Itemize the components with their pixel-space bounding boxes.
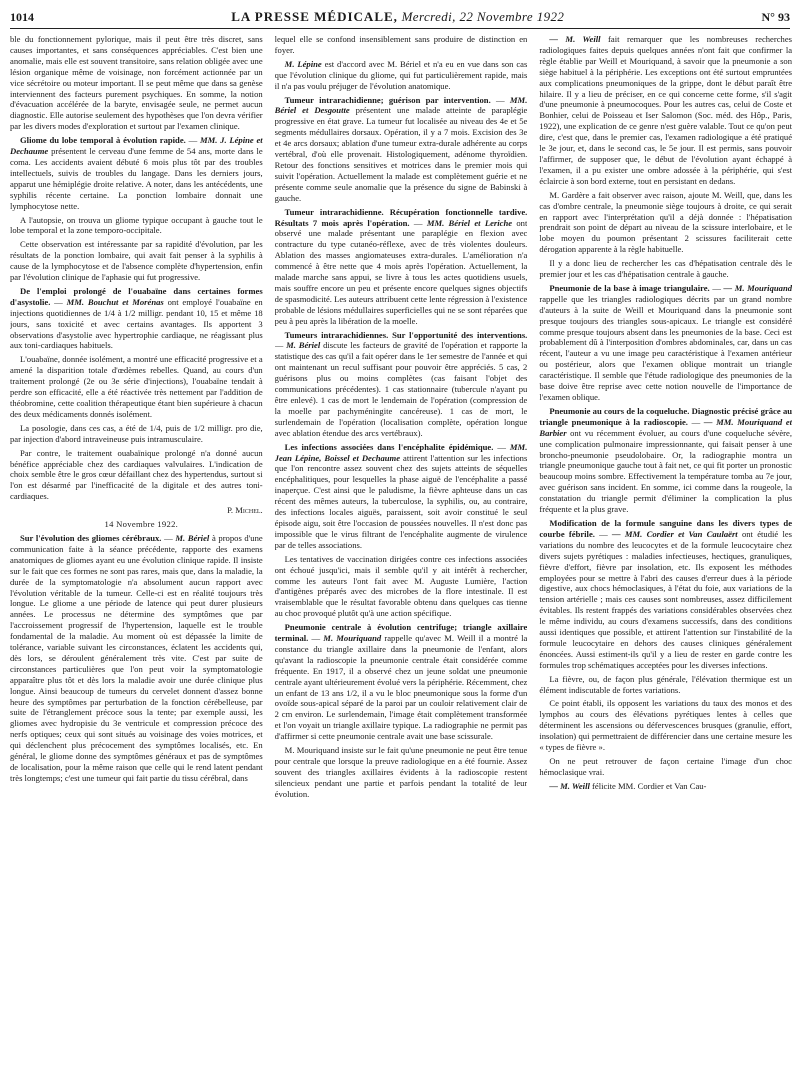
- paragraph: [539, 674, 792, 696]
- paragraph: [275, 745, 528, 800]
- issue-date: Mercredi, 22 Novembre 1922: [401, 9, 565, 24]
- page-number: 1014: [10, 9, 34, 24]
- paragraph-text: félicite MM. Cordier et Van Cau-: [592, 780, 707, 791]
- section-paragraph: Pneumonie centrale à évolution centrifuge; triangle axillaire terminal. — M. Mouriquand rappelle qu'avec M. Weill il a montré la constance du triangle axillaire dans la pneumonie de l'enfant, alors qu'avant la radioscopie la pneumonie centrale était considérée comme fréquente. En 1917, il a observé chez un jeune soldat une pneumonie centrale ayant ultérieurement évolué vers la périphérie. Récemment, chez un enfant de 13 ans 1/2, il a vu le bloc pneumonique sous la forme d'un ovoïde sous-apical séparé de la paroi par un couloir relativement clair de 2 cm environ. Le surlendemain, l'image était complètement transformée et l'on voyait un triangle axillaire typique. La radiographie ne permit pas d'affirmer si cette pneumonie centrale avait une base scissurale.: [274, 622, 528, 742]
- section-paragraph: De l'emploi prolongé de l'ouabaïne dans certaines formes d'asystolie. — MM. Bouchut et Morénas ont employé l'ouabaïne en injections quotidiennes de 1/4 à 1/2 milligr. pendant 10, 15 et même 18 jours, sans toxicité et avec certains avantages. Ils apportent 3 observations d'asystolie avec hypertrophie cardiaque, ne réagissant plus aux toni-cardiaques habituels.: [10, 285, 263, 351]
- paragraph-text: présentent une malade atteinte de paraplégie progressive en état grave. La tumeur fut localisée au niveau des 4e et 5e segments médullaires dorsaux. Opération, il y a 7 mois. Excision des 3e et 4e arcs dorsaux; ablation d'une tumeur extra-durale adhérente au corps vertébral, d'où elle provenait. Histologiquement, adénome thyroïdien. Retour des fonctions sensitives et motrices dans le premier mois qui suivit l'opération. Actuellement la malade est complètement guérie et ne présente comme seule anomalie que la présence du signe de Babinski à gauche.: [274, 105, 528, 203]
- section-heading: Pneumonie au cours de la coqueluche. Diagnostic précisé grâce au triangle pneumonique à la radioscopie.: [539, 405, 793, 427]
- author-names: MM. Bériel et Desgoutte: [274, 94, 528, 116]
- section-paragraph: Pneumonie de la base à image triangulaire. — — M. Mouriquand rappelle que les triangles radiologiques décrits par un grand nombre d'auteurs à la suite de Weill et Mouriquand dans la pneumonie sont presque toujours des triangles sous-apicaux. Le triangle est considéré comme presque toujours absent dans les pneumonies de la base. Ceci est probablement dû à l'interposition d'ombres abdominales, car, dans un cas récent, l'auteur a vu une image peu caractéristique à l'examen antérieur ou postérieur, alors que l'examen oblique montrait un triangle caractéristique. Il semble que l'étude radiologique des pneumonies de la base doive être reprise avec cette notion nouvelle de l'importance de l'examen oblique.: [539, 282, 793, 402]
- section-heading: Les infections associées dans l'encéphalite épidémique.: [284, 441, 494, 452]
- issue-number: N° 93: [761, 9, 790, 24]
- section-paragraph: Tumeur intrarachidienne; guérison par intervention. — MM. Bériel et Desgoutte présentent une malade atteinte de paraplégie progressive en état grave. La tumeur fut localisée au niveau des 4e et 5e segments médullaires dorsaux. Opération, il y a 7 mois. Excision des 3e et 4e arcs dorsaux; ablation d'une tumeur extra-durale adhérente au corps vertébral, d'où elle provenait. Histologiquement, adénome thyroïdien. Retour des fonctions sensitives et motrices dans le premier mois qui suivit l'opération. Actuellement la malade est complètement guérie et ne présente comme seule anomalie que la présence du signe de Babinski à gauche.: [274, 94, 528, 203]
- paragraph-text: rappelle qu'avec M. Weill il a montré la constance du triangle axillaire dans la pneumonie de l'enfant, alors qu'avant la radioscopie la pneumonie centrale était considérée comme fréquente. En 1917, il a observé chez un jeune soldat une pneumonie centrale ayant ultérieurement évolué vers la périphérie. Récemment, chez un enfant de 13 ans 1/2, il a vu le bloc pneumonique sous la forme d'un ovoïde sous-apical séparé de la paroi par un couloir relativement clair de 2 cm environ. Le surlendemain, l'image était complètement transformée et l'on voyait un triangle axillaire typique. La radiographie ne permit pas d'affirmer si cette pneumonie centrale avait une base scissurale.: [274, 633, 528, 742]
- paragraph-text: L'ouabaïne, donnée isolément, a montré une efficacité progressive et a amené la disparition totale d'œdèmes rebelles. Quand, au cours d'un traitement prolongé (2e ou 3e série d'injections), l'ouabaïne tendait à perdre son efficacité, elle a été réactivée très nettement par l'addition de théobromine, cette coalition thérapeutique étant bien supérieure à chacun des deux médicaments donnés isolément.: [10, 354, 263, 419]
- column-middle: [275, 34, 528, 1078]
- author-names: MM. J. Lépine et Dechaume: [10, 135, 263, 157]
- author-names: — M. Mouriquand: [723, 282, 793, 293]
- section-paragraph: Les infections associées dans l'encéphalite épidémique. — MM. Jean Lépine, Boissel et Dechaume attirent l'attention sur les infections que l'on rencontre assez souvent chez des sujets atteints de séquelles encéphalitiques, pour lesquelles la phase aiguë de l'encéphalite a passé inaperçue. C'est ainsi que le paludisme, la fièvre aphteuse dans un cas récent des mêmes auteurs, la tuberculose, la syphilis, ou, au contraire, des infections locales aiguës, paraissent, soit avoir constitué le seul épisode aigu, soit être l'occasion de poussées nouvelles. Il n'est donc pas impossible que le virus filtrant de l'encéphalite augmente de virulence par de telles associations.: [274, 441, 528, 550]
- paragraph-text: présentent le cerveau d'une femme de 54 ans, morte dans le coma. Les accidents avaient débuté 6 mois plus tôt par des troubles intellectuels, suivis de troubles du langage. Dans les derniers jours, apparut une hémiplégie droite relative. A noter, dans les antécédents, une syphilis récente certaine. La ponction lombaire donnait une lymphocytose nette.: [10, 146, 263, 211]
- section-heading: Gliome du lobe temporal à évolution rapide.: [20, 135, 186, 146]
- section-heading: De l'emploi prolongé de l'ouabaïne dans certaines formes d'asystolie.: [10, 285, 263, 307]
- author-names: MM. Bériel et Leriche: [426, 217, 513, 228]
- author-signature: P. Michel.: [227, 505, 263, 516]
- author-names: MM. Bouchut et Morénas: [66, 296, 164, 307]
- paragraph-text: rappelle que les triangles radiologiques décrits par un grand nombre d'auteurs à la suite de Weill et Mouriquand dans la pneumonie sont presque toujours des triangles sous-apicaux. Le triangle est considéré comme presque toujours absent dans les pneumonies de la base. Ceci est probablement dû à l'interposition d'ombres abdominales, car, dans un cas récent, l'auteur a vu une image peu caractéristique à l'examen antérieur ou postérieur, alors que l'examen oblique montrait un triangle caractéristique. Il semble que l'étude radiologique des pneumonies de la base doive être reprise avec cette notion nouvelle de l'importance de l'examen oblique.: [539, 293, 793, 402]
- paragraph: [539, 190, 792, 255]
- paragraph: [539, 34, 792, 187]
- paragraph-text: Il y a donc lieu de rechercher les cas d'hépatisation centrale dès le premier jour et les cas d'hépatisation centrale à gauche.: [539, 258, 793, 280]
- section-paragraph: Gliome du lobe temporal à évolution rapide. — MM. J. Lépine et Dechaume présentent le cerveau d'une femme de 54 ans, morte dans le coma. Les accidents avaient débuté 6 mois plus tôt par des troubles intellectuels, suivis de troubles du langage. Dans les derniers jours, apparut une hémiplégie droite relative. A noter, dans les antécédents, une syphilis récente certaine. La ponction lombaire donnait une lymphocytose nette.: [10, 135, 263, 211]
- paragraph-text: ble du fonctionnement pylorique, mais il peut être très discret, sans causes importantes, et sans conséquences appréciables. C'est bien une anomalie, mais elle est souvent transitoire, sans relation obligée avec une lésion organique même de voisinage, non forcément actionnée par un vice sécrétoire ou moteur important. Il se peut même que dans sa genèse interviennent des facteurs purement psychiques. En somme, la notion d'évacuation accélérée de la baryte, envisagée seule, ne permet aucun diagnostic. Elle autorise seulement des hypothèses que l'on devra vérifier par les divers modes d'exploration et surtout par l'examen clinique.: [10, 34, 263, 132]
- author-names: M. Lépine: [284, 58, 322, 69]
- paragraph: [275, 554, 528, 619]
- section-paragraph: Tumeur intrarachidienne. Récupération fonctionnelle tardive. Résultats 7 mois après l'opération. — MM. Bériel et Leriche ont observé une malade présentant une paraplégie en flexion avec contracture du type cutanéo-réflexe, avec de très violentes douleurs. Ablation des masses angiomateuses extra-durales. L'amélioration n'a commencé à être nette que 4 mois après l'opération. Actuellement, la malade marche sans appui, se livre à tous les actes quotidiens usuels, mais souffre encore un peu et présente encore quelques signes objectifs de spasmodicité. Les auteurs attribuent cette lente régression à l'existence probable de lésions médullaires superficielles qui ne se sont réparées que peu à peu après la libération de la moelle.: [274, 206, 528, 326]
- author-names: — MM. Mouriquand et Barbier: [539, 416, 793, 438]
- paragraph-text: On ne peut retrouver de façon certaine l'image d'un choc hémoclasique vrai.: [539, 756, 793, 777]
- paragraph-text: ont observé une malade présentant une paraplégie en flexion avec contracture du type cutanéo-réflexe, avec de très violentes douleurs. Ablation des masses angiomateuses extra-durales. L'amélioration n'a commencé à être nette que 4 mois après l'opération. Actuellement, la malade marche sans appui, se livre à tous les actes quotidiens usuels, mais souffre encore un peu et présente encore quelques signes objectifs de spasmodicité. Les auteurs attribuent cette lente régression à l'existence probable de lésions médullaires superficielles qui ne se sont réparées que peu à peu après la libération de la moelle.: [274, 217, 528, 326]
- paragraph: [539, 781, 792, 792]
- author-names: M. Bériel: [175, 532, 210, 543]
- column-right: [539, 34, 792, 1078]
- section-heading: Tumeur intrarachidienne. Récupération fonctionnelle tardive. Résultats 7 mois après l'opération.: [274, 206, 528, 228]
- paragraph: [10, 354, 263, 419]
- paragraph: [10, 34, 263, 132]
- section-paragraph: Sur l'évolution des gliomes cérébraux. — M. Bériel à propos d'une communication faite à la séance précédente, rapporte des examens anatomiques de gliomes ayant eu une évolution clinique rapide. Il insiste sur le fait que ces formes ne sont pas rares, mais que, dans la maladie, la durée de la symptomatologie n'a absolument aucun rapport avec l'évolution véritable de la tumeur. Celle-ci est en réalité toujours très longue. Le gliome a une période de latence qui peut durer plusieurs années. Le processus ne détermine des symptômes que par l'accroissement progressif de l'hypertension, laquelle est le trouble fondamental de la maladie. Au moment où est dépassée la limite de tolérance, variable suivant les circonstances, éclatent les accidents qui, dès lors, se déroulent généralement très vite. C'est par suite de circonstances particulières que l'on peut voir la symptomatologie apparaître plus tôt et dès lors la maladie avoir une durée clinique plus longue. Ainsi beaucoup de tumeurs du cervelet donnent d'assez bonne heure des symptômes par perturbation de la fonction cérébelleuse, par suite de l'étranglement précoce sous la tente; par exemple aussi, les gliomes avec hydropisie du 3e ventricule et compression précoce des nerfs optiques; ceux qui sont situés au voisinage des voies motrices, et qui déclenchent plus précocement des symptômes localisés, etc. En général, le gliome donne des symptômes généraux et pas de symptômes de localisation, pour la même raison que celle qui le rend latent pendant très longtemps; c'est une tumeur qui fait partie du tissu cérébral, dans: [10, 532, 263, 783]
- author-names: — MM. Cordier et Van Caulaërt: [612, 528, 738, 539]
- paragraph-text: La fièvre, ou, de façon plus générale, l'élévation thermique est un élément indiscutable de fortes variations.: [539, 673, 793, 695]
- paragraph-text: à propos d'une communication faite à la séance précédente, rapporte des examens anatomiques de gliomes ayant eu une évolution clinique rapide. Il insiste sur le fait que ces formes ne sont pas rares, mais que, dans la maladie, la durée de la symptomatologie n'a absolument aucun rapport avec l'évolution véritable de la tumeur. Celle-ci est en réalité toujours très longue. Le gliome a une période de latence qui peut durer plusieurs années. Le processus ne détermine des symptômes que par l'accroissement progressif de l'hypertension, laquelle est le trouble fondamental de la maladie. Au moment où est dépassée la limite de tolérance, variable suivant les circonstances, éclatent les accidents qui, dès lors, se déroulent généralement très vite. C'est par suite de circonstances particulières que l'on peut voir la symptomatologie apparaître plus tôt et dès lors la maladie avoir une durée clinique plus longue. Ainsi beaucoup de tumeurs du cervelet donnent d'assez bonne heure des symptômes par perturbation de la fonction cérébelleuse, par suite de l'étranglement précoce sous la tente; par exemple aussi, les gliomes avec hydropisie du 3e ventricule et compression précoce des nerfs optiques; ceux qui sont situés au voisinage des voies motrices, et qui déclenchent plus précocement des symptômes localisés, etc. En général, le gliome donne des symptômes généraux et pas de symptômes de localisation, pour la même raison que celle qui le rend latent pendant très longtemps; c'est une tumeur qui fait partie du tissu cérébral, dans: [10, 532, 263, 783]
- paragraph: [10, 215, 263, 237]
- author-names: M. Mouriquand: [323, 633, 382, 644]
- section-heading: Pneumonie de la base à image triangulaire.: [549, 282, 710, 293]
- section-heading: Tumeur intrarachidienne; guérison par intervention.: [284, 94, 491, 105]
- paragraph-text: est d'accord avec M. Bériel et n'a eu en vue dans son cas que l'évolution clinique du gliome, qui fut particulièrement rapide, mais il n'a pas voulu préjuger de l'évolution anatomique.: [274, 58, 528, 91]
- journal-name: LA PRESSE MÉDICALE,: [231, 9, 398, 24]
- paragraph-text: Les tentatives de vaccination dirigées contre ces infections associées ont échoué jusqu'ici, mais il semble qu'il y ait intérêt à rechercher, comme les auteurs l'ont fait avec M. Auguste Lumière, l'action d'antigènes préparés avec des microbes de la flore intestinale. Il est vraisemblable que le résultat favorable obtenu dans quelques cas tienne au choc provoqué plutôt qu'à une action spécifique.: [274, 553, 528, 619]
- paragraph-text: ont étudié les variations du nombre des leucocytes et de la formule leucocytaire chez divers sujets pyrétiques : maladies infectieuses, hectiques, granuliques, fièvre d'effort, fièvre par insolation, etc. Ils exposent les méthodes employées pour se mettre à l'abri des causes d'erreur dues à la période digestive, aux chocs hémoclasiques, à l'état du foie, aux variations de la tension artérielle ; mais ces causes sont nombreuses, assez difficilement évitables. Ils restent frappés des variations considérables observées chez le même individu, au cours d'examens successifs, dans des conditions aussi identiques que possible, et attirent l'attention sur l'instabilité de la formule leucocytaire en dehors des causes cliniques généralement énoncées. Aussi estiment-ils qu'il y a lieu de rester en garde contre les formules trop schématiques acceptées pour les diverses infections.: [539, 528, 793, 670]
- paragraph-text: fait remarquer que les nombreuses recherches radiologiques faites depuis quelques années n'ont fait que confirmer la règle établie par Weill et Mouriquand, à savoir que la pneumonie a son siège habituel à la périphérie. Les exceptions ont été surtout empruntées aux complications pneumoniques de la grippe, dont le début paraît être hilaire. Il y a lieu de préciser, en ce qui concerne cette forme, s'il s'agit d'une pneumonie à pneumocoques. Pour les autres cas, celui de Coste et Bonhier, celui de Poisseau et Iser Salomon (Soc. méd. des Hôp., Paris, 1922), une explication de ce genre n'est guère valable. Tout ce qu'on peut dire, c'est que, dans le premier cas, l'examen radiologique a été pratiqué le 3e jour, et, dans le second cas, le 5e jour. Il est permis, sans pouvoir l'affirmer, de supposer que, le début de l'évolution ayant échappé à l'examen, il a pu exister une ombre adossée à la périphérie, qui s'est éclaircie à son bord externe, tout en persistant en dedans.: [539, 34, 793, 186]
- session-date: 14 Novembre 1922.: [104, 519, 179, 530]
- author-names: MM. Jean Lépine, Boissel et Dechaume: [274, 441, 528, 463]
- author-names: — M. Weill: [549, 780, 590, 791]
- paragraph-text: La posologie, dans ces cas, a été de 1/4, puis de 1/2 milligr. pro die, par injection d'abord intraveineuse puis intramusculaire.: [10, 422, 263, 444]
- section-paragraph: Pneumonie au cours de la coqueluche. Diagnostic précisé grâce au triangle pneumonique à la radioscopie. — — MM. Mouriquand et Barbier ont vu récemment évoluer, au cours d'une coqueluche sévère, une complication pulmonaire impressionnante, qui faisait penser à une broncho-pneumonie pseudolobaire. Or, la radiographie montra un triangle pneumonique gauche tout à fait net, ce qui fit porter un pronostic beaucoup moins sombre. Effectivement la température tomba au 7e jour, avec guérison sans incident. En somme, ici comme dans la rougeole, la constatation du triangle permit d'éliminer la complication la plus fréquente et la plus grave.: [539, 405, 793, 515]
- paragraph: [275, 34, 528, 56]
- paragraph-text: Ce point établi, ils opposent les variations du taux des monos et des lymphos au cours des élévations pyrétiques lentes à celles que déterminent les ascensions ou défervescences brusques (granulie, effort, insolation) qui permettraient de différencier dans une certaine mesure les « types de fièvre ».: [539, 698, 793, 753]
- paragraph: [10, 423, 263, 445]
- section-heading: Sur l'évolution des gliomes cérébraux.: [20, 532, 162, 543]
- paragraph-text: M. Mouriquand insiste sur le fait qu'une pneumonie ne peut être tenue pour centrale que lorsque la preuve radiologique en a été fournie. Assez souvent des triangles axillaires évidents à la radioscopie restent silencieux pendant une partie et parfois pendant la totalité de leur évolution.: [274, 745, 528, 799]
- section-heading: Pneumonie centrale à évolution centrifuge; triangle axillaire terminal.: [274, 622, 528, 644]
- paragraph-text: Par contre, le traitement ouabaïnique prolongé n'a donné aucun bénéfice appréciable chez des cardiaques valvulaires. L'indication de choix semble être le gros cœur défaillant chez des hypertendus, surtout si l'on est désarmé par l'inefficacité de la digitale et des autres toni-cardiaques.: [10, 447, 263, 502]
- section-paragraph: Modification de la formule sanguine dans les divers types de courbe fébrile. — — MM. Cordier et Van Caulaërt ont étudié les variations du nombre des leucocytes et de la formule leucocytaire chez divers sujets pyrétiques : maladies infectieuses, hectiques, granuliques, fièvre d'effort, fièvre par insolation, etc. Ils exposent les méthodes employées pour se mettre à l'abri des causes d'erreur dues à la période digestive, aux chocs hémoclasiques, à l'état du foie, aux variations de la tension artérielle ; mais ces causes sont nombreuses, assez difficilement évitables. Ils restent frappés des variations considérables observées chez le même individu, au cours d'examens successifs, dans des conditions aussi identiques que possible, et attirent l'attention sur l'instabilité de la formule leucocytaire en dehors des causes cliniques généralement énoncées. Aussi estiment-ils qu'il y a lieu de rester en garde contre les formules trop schématiques acceptées pour les diverses infections.: [539, 517, 793, 670]
- paragraph: [539, 698, 792, 753]
- paragraph-text: lequel elle se confond insensiblement sans produire de distinction en foyer.: [274, 34, 528, 55]
- paragraph-text: discute les facteurs de gravité de l'opération et rapporte la statistique des cas qu'il a fait opérer dans le 1er semestre de l'année et qui ont maintenant un recul suffisant pour pouvoir être appréciés. 5 cas, 2 guérisons plus ou moins complètes (cas faisant l'objet des communications précédentes). 1 cas stationnaire (tubercule n'ayant pu être enlevé). 1 cas de mort le lendemain de l'opération (compression de la moelle par pachyméningite cancéreuse). 1 cas de mort, le surlendemain de l'opération (localisation complète, opération longue avec ablation étendue des arcs vertébraux).: [274, 340, 528, 438]
- section-heading: Modification de la formule sanguine dans les divers types de courbe fébrile.: [539, 517, 793, 539]
- paragraph: [539, 258, 792, 280]
- paragraph-text: ont vu récemment évoluer, au cours d'une coqueluche sévère, une complication pulmonaire impressionnante, qui faisait penser à une broncho-pneumonie pseudolobaire. Or, la radiographie montra un triangle pneumonique gauche tout à fait net, ce qui fit porter un pronostic beaucoup moins sombre. Effectivement la température tomba au 7e jour, avec guérison sans incident. En somme, ici comme dans la rougeole, la constatation du triangle permit d'éliminer la complication la plus fréquente et la plus grave.: [539, 427, 793, 515]
- article-columns: [10, 34, 792, 1078]
- paragraph: [10, 239, 263, 283]
- paragraph-text: Cette observation est intéressante par sa rapidité d'évolution, par les résultats de la ponction lombaire, qui avait fait penser à la syphilis à cause de la lymphocytose et de l'absence complète d'hypertension, enfin par l'évolution clinique de l'aphasie qui fut progressive.: [10, 239, 263, 283]
- paragraph-text: A l'autopsie, on trouva un gliome typique occupant à gauche tout le lobe temporal et la zone temporo-occipitale.: [10, 214, 263, 236]
- author-names: M. Bériel: [286, 340, 321, 351]
- paragraph-text: M. Gardère a fait observer avec raison, ajoute M. Weill, que, dans les cas d'ombre centrale, la pneumonie siège toujours à droite, ce qui serait en rapport avec l'interprétation qu'il a déjà donnée : l'hépatisation prendrait son point de départ au niveau de la scissure interlobaire, et le lobe moyen du poumon présentant 2 scissures faciliterait cette dérogation apparente à la règle habituelle.: [539, 189, 793, 255]
- author-names: — M. Weill: [549, 34, 601, 44]
- section-heading: Tumeurs intrarachidiennes. Sur l'opportunité des interventions.: [284, 329, 528, 340]
- page-header: [10, 6, 790, 29]
- section-paragraph: Tumeurs intrarachidiennes. Sur l'opportunité des interventions. — M. Bériel discute les facteurs de gravité de l'opération et rapporte la statistique des cas qu'il a fait opérer dans le 1er semestre de l'année et qui ont maintenant un recul suffisant pour pouvoir être appréciés. 5 cas, 2 guérisons plus ou moins complètes (cas faisant l'objet des communications précédentes). 1 cas stationnaire (tubercule n'ayant pu être enlevé). 1 cas de mort le lendemain de l'opération (compression de la moelle par pachyméningite cancéreuse). 1 cas de mort, le surlendemain de l'opération (localisation complète, opération longue avec ablation étendue des arcs vertébraux).: [274, 329, 528, 438]
- paragraph: [275, 59, 528, 92]
- paragraph-text: ont employé l'ouabaïne en injections quotidiennes de 1/4 à 1/2 milligr. pendant 10, 15 et même 18 jours, sans toxicité et avec certains avantages. Ils apportent 3 observations d'asystolie avec hypertrophie cardiaque, ne réagissant plus aux toni-cardiaques habituels.: [10, 296, 263, 351]
- paragraph: [10, 448, 263, 503]
- running-title: [231, 9, 564, 25]
- column-left: [10, 34, 263, 1078]
- paragraph: [539, 756, 792, 778]
- paragraph-text: attirent l'attention sur les infections que l'on rencontre assez souvent chez des sujets atteints de séquelles encéphalitiques, pour lesquelles la phase aiguë de l'encéphalite a passé inaperçue. C'est ainsi que le paludisme, la fièvre aphteuse dans un cas récent des mêmes auteurs, la tuberculose, la syphilis, ou, au contraire, des infections locales aiguës, paraissent, soit avoir constitué le seul épisode aigu, soit être l'occasion de poussées nouvelles. Il n'est donc pas impossible que le virus filtrant de l'encéphalite augmente de virulence par de telles associations.: [274, 452, 528, 550]
